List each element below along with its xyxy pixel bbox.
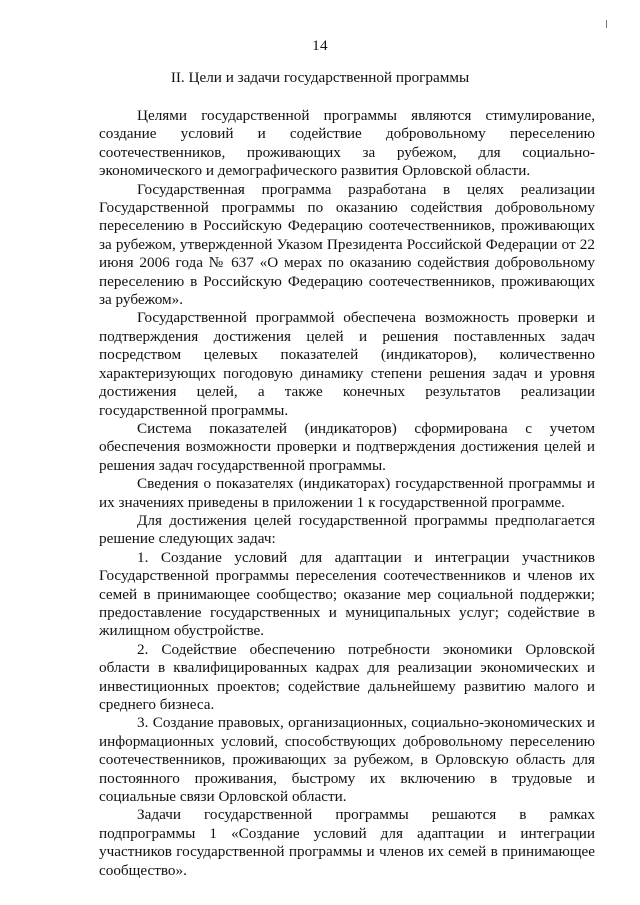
list-item-task-2: 2. Содействие обеспечению потребности экономики Орловской области в квалифицированных кадрах для реализации экономических и инвестиционных проектов; содействие дальнейшему развитию малого и среднего бизнеса. xyxy=(99,640,595,713)
page-number: 14 xyxy=(312,37,328,54)
paragraph-subprogram: Задачи государственной программы решаются в рамках подпрограммы 1 «Создание условий для адаптации и интеграции участников государственной программы и членов их семей в принимающее сообщество». xyxy=(99,806,595,879)
paragraph-indicators: Государственной программой обеспечена возможность проверки и подтверждения достижения целей и решения поставленных задач посредством целевых показателей (индикаторов), количественно характеризующих погодовую динамику степени решения задач и уровня достижения целей, а также конечных результатов реализации государственной программы. xyxy=(99,309,595,419)
list-item-task-3: 3. Создание правовых, организационных, социально-экономических и информационных условий, способствующих добровольному переселению соотечественников, проживающих за рубежом, в Орловскую область для постоянного проживания, быстрому их включению в трудовые и социальные связи Орловской области. xyxy=(99,714,595,806)
paragraph-indicator-system: Система показателей (индикаторов) сформирована с учетом обеспечения возможности проверки и подтверждения достижения целей и решения задач государственной программы. xyxy=(99,419,595,474)
section-heading: II. Цели и задачи государственной программы xyxy=(170,69,470,86)
paragraph-appendix-reference: Сведения о показателях (индикаторах) государственной программы и их значениях приведены в приложении 1 к государственной программе. xyxy=(99,475,595,511)
paragraph-goals: Целями государственной программы являются стимулирование, создание условий и содействие добровольному переселению соотечественников, проживающих за рубежом, для социально-экономического и демографического развития Орловской области. xyxy=(99,107,595,180)
paragraph-tasks-intro: Для достижения целей государственной программы предполагается решение следующих задач: xyxy=(99,511,595,548)
paragraph-basis: Государственная программа разработана в целях реализации Государственной программы по оказанию содействия добровольному переселению в Российскую Федерацию соотечественников, проживающих за рубежом, утвержденной Указом Президента Российской Федерации от 22 июня 2006 года № 637 «О мерах по оказанию содействия добровольному переселению в Российскую Федерацию соотечественников, проживающих за рубежом». xyxy=(99,180,595,309)
list-item-task-1: 1. Создание условий для адаптации и интеграции участников Государственной программы переселения соотечественников и членов их семей в принимающее сообщество; оказание мер социальной поддержки; предоставление государственных и муниципальных услуг; содействие в жилищном обустройстве. xyxy=(99,548,595,640)
document-body xyxy=(99,107,595,880)
margin-mark xyxy=(606,20,607,28)
